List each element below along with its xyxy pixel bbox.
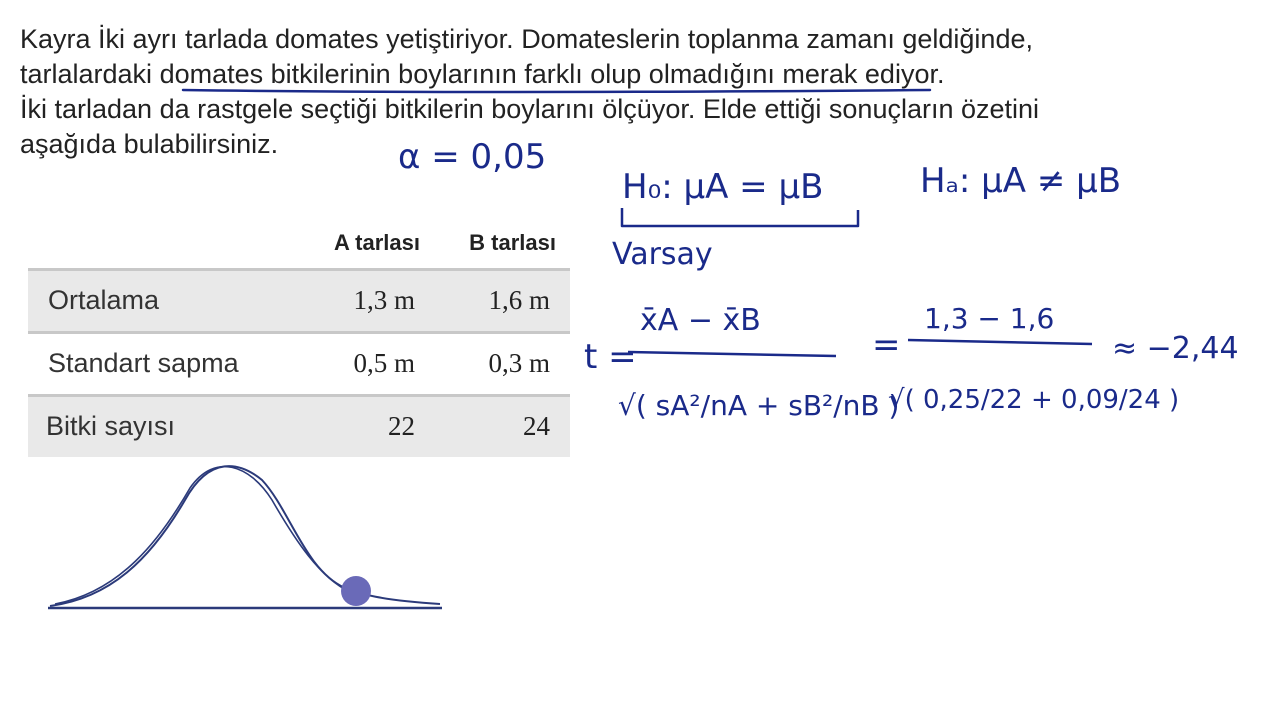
alpha-value: α = 0,05 <box>398 137 547 177</box>
cell-b: 24 <box>523 411 550 441</box>
values-denominator: √( 0,25/22 + 0,09/24 ) <box>888 385 1180 415</box>
equals-sign: = <box>872 325 901 365</box>
values-numerator: 1,3 − 1,6 <box>924 302 1055 335</box>
bell-curve <box>50 466 440 606</box>
cursor-dot <box>341 576 371 606</box>
cell-a: 22 <box>388 411 415 441</box>
cell-a: 1,3 m <box>353 285 415 315</box>
line2-underlined: domates bitkilerinin boylarının farklı olup olmadığını <box>159 59 775 89</box>
header-field-a: A tarlası <box>333 230 420 255</box>
header-field-b: B tarlası <box>469 230 556 255</box>
cell-a: 0,5 m <box>353 348 415 378</box>
formula-denominator: √( sA²/nA + sB²/nB ) <box>618 389 900 422</box>
row-label: Standart sapma <box>48 348 239 378</box>
h0-bracket <box>622 208 858 226</box>
problem-line-4: aşağıda bulabilirsiniz. <box>20 129 279 159</box>
row-label: Ortalama <box>48 285 160 315</box>
problem-line-3: İki tarladan da rastgele seçtiği bitkilerin boylarını ölçüyor. Elde ettiği sonuçların özetini <box>20 94 1040 124</box>
cell-b: 0,3 m <box>488 348 550 378</box>
values-fraction-bar <box>908 340 1092 344</box>
null-hypothesis: H₀: μA = μB <box>622 167 824 207</box>
cell-b: 1,6 m <box>488 285 550 315</box>
phrase-underline <box>183 90 930 92</box>
problem-line-1: Kayra İki ayrı tarlada domates yetiştiriyor. Domateslerin toplanma zamanı geldiğinde, <box>20 24 1033 54</box>
line2-post: merak ediyor. <box>774 59 945 89</box>
bell-curve-trace <box>55 467 350 604</box>
varsay-label: Varsay <box>612 237 713 272</box>
t-result: ≈ −2,44 <box>1112 331 1239 366</box>
alt-hypothesis: Hₐ: μA ≠ μB <box>920 161 1122 201</box>
formula-numerator: x̄A − x̄B <box>640 303 761 338</box>
line2-pre: tarlalardaki <box>20 59 160 89</box>
formula-fraction-bar <box>628 352 836 356</box>
row-label: Bitki sayısı <box>46 411 176 441</box>
t-label: t = <box>584 337 637 377</box>
